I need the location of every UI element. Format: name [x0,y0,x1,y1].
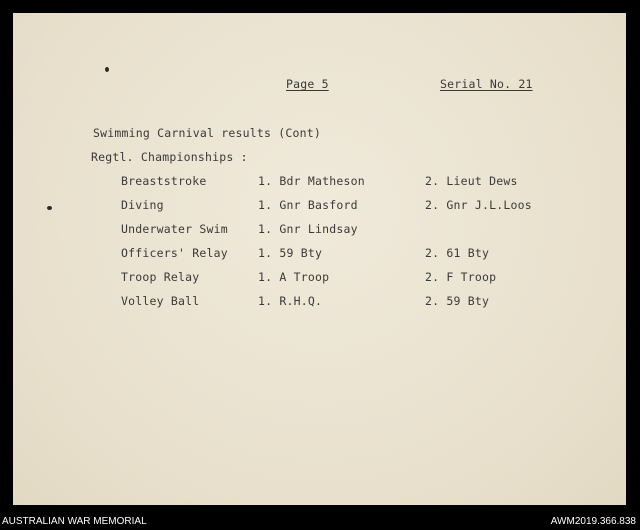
result-event: Breaststroke [121,174,207,188]
document-page [13,13,626,505]
result-second-place: 2. 61 Bty [425,246,490,260]
result-event: Underwater Swim [121,222,228,236]
footer-accession-number: AWM2019.366.838 [550,516,636,527]
document-subheading: Regtl. Championships : [91,150,248,164]
result-event: Officers' Relay [121,246,228,260]
footer-credit: AUSTRALIAN WAR MEMORIAL [2,516,147,527]
result-event: Diving [121,198,164,212]
result-first-place: 1. 59 Bty [258,246,323,260]
paper-blemish-mark [47,206,52,210]
result-second-place: 2. F Troop [425,270,497,284]
result-second-place: 2. Lieut Dews [425,174,518,188]
page-number: Page 5 [286,77,329,91]
result-event: Troop Relay [121,270,200,284]
serial-number: Serial No. 21 [440,77,533,91]
result-first-place: 1. Gnr Lindsay [258,222,358,236]
result-first-place: 1. R.H.Q. [258,294,323,308]
document-heading: Swimming Carnival results (Cont) [93,126,321,140]
result-first-place: 1. A Troop [258,270,330,284]
result-second-place: 2. Gnr J.L.Loos [425,198,532,212]
punch-hole-mark [105,67,109,72]
result-first-place: 1. Gnr Basford [258,198,358,212]
result-event: Volley Ball [121,294,200,308]
result-second-place: 2. 59 Bty [425,294,490,308]
result-first-place: 1. Bdr Matheson [258,174,365,188]
